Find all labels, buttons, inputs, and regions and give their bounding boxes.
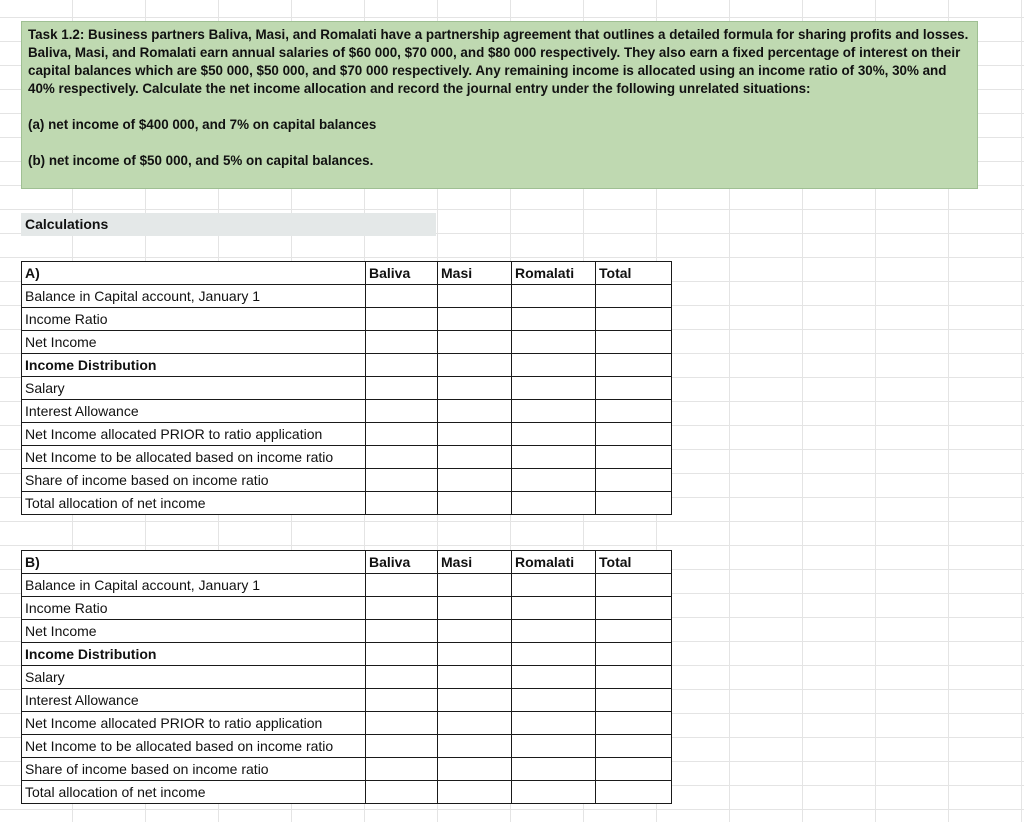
table-b-row: [22, 597, 672, 620]
baliva-input-cell[interactable]: [366, 285, 438, 308]
total-input-cell[interactable]: [596, 308, 672, 331]
row-label-cell[interactable]: Income Distribution: [22, 354, 366, 377]
baliva-input-cell[interactable]: [366, 446, 438, 469]
table-b-row: [22, 620, 672, 643]
total-input-cell[interactable]: [596, 689, 672, 712]
table-b-row: [22, 643, 672, 666]
masi-input-cell[interactable]: [438, 285, 512, 308]
romalati-input-cell[interactable]: [512, 689, 596, 712]
baliva-input-cell[interactable]: [366, 423, 438, 446]
table-a-row: [22, 331, 672, 354]
table-a-header-masi[interactable]: Masi: [438, 262, 512, 285]
masi-input-cell[interactable]: [438, 423, 512, 446]
total-input-cell[interactable]: [596, 620, 672, 643]
baliva-input-cell[interactable]: [366, 354, 438, 377]
table-b-row: [22, 689, 672, 712]
total-input-cell[interactable]: [596, 735, 672, 758]
row-label-cell[interactable]: Interest Allowance: [22, 400, 366, 423]
masi-input-cell[interactable]: [438, 492, 512, 515]
row-label-cell[interactable]: Net Income: [22, 331, 366, 354]
masi-input-cell[interactable]: [438, 689, 512, 712]
total-input-cell[interactable]: [596, 446, 672, 469]
masi-input-cell[interactable]: [438, 400, 512, 423]
row-label-cell[interactable]: Net Income allocated PRIOR to ratio application: [22, 712, 366, 735]
romalati-input-cell[interactable]: [512, 712, 596, 735]
table-b-row: [22, 758, 672, 781]
baliva-input-cell[interactable]: [366, 712, 438, 735]
baliva-input-cell[interactable]: [366, 400, 438, 423]
masi-input-cell[interactable]: [438, 735, 512, 758]
romalati-input-cell[interactable]: [512, 308, 596, 331]
total-input-cell[interactable]: [596, 400, 672, 423]
masi-input-cell[interactable]: [438, 354, 512, 377]
row-label-cell[interactable]: Share of income based on income ratio: [22, 758, 366, 781]
row-label-cell[interactable]: Net Income allocated PRIOR to ratio application: [22, 423, 366, 446]
masi-input-cell[interactable]: [438, 308, 512, 331]
row-label-cell[interactable]: Net Income: [22, 620, 366, 643]
row-label-cell[interactable]: Salary: [22, 666, 366, 689]
row-label-cell[interactable]: Income Distribution: [22, 643, 366, 666]
table-a-row: [22, 423, 672, 446]
masi-input-cell[interactable]: [438, 758, 512, 781]
total-input-cell[interactable]: [596, 758, 672, 781]
table-b-header-row: [22, 551, 672, 574]
row-label-cell[interactable]: Net Income to be allocated based on income ratio: [22, 735, 366, 758]
baliva-input-cell[interactable]: [366, 758, 438, 781]
romalati-input-cell[interactable]: [512, 574, 596, 597]
baliva-input-cell[interactable]: [366, 492, 438, 515]
romalati-input-cell[interactable]: [512, 620, 596, 643]
baliva-input-cell[interactable]: [366, 469, 438, 492]
task-case-a: (a) net income of $400 000, and 7% on capital balances: [28, 117, 377, 132]
row-label-cell[interactable]: Balance in Capital account, January 1: [22, 574, 366, 597]
baliva-input-cell[interactable]: [366, 308, 438, 331]
total-input-cell[interactable]: [596, 354, 672, 377]
table-a-row: [22, 354, 672, 377]
romalati-input-cell[interactable]: [512, 285, 596, 308]
table-b: [21, 550, 672, 804]
baliva-input-cell[interactable]: [366, 666, 438, 689]
romalati-input-cell[interactable]: [512, 469, 596, 492]
table-a-header-baliva[interactable]: Baliva: [366, 262, 438, 285]
table-a-row: [22, 446, 672, 469]
table-b-row: [22, 712, 672, 735]
baliva-input-cell[interactable]: [366, 574, 438, 597]
romalati-input-cell[interactable]: [512, 758, 596, 781]
table-a-row: [22, 377, 672, 400]
romalati-input-cell[interactable]: [512, 354, 596, 377]
baliva-input-cell[interactable]: [366, 643, 438, 666]
table-a-section-cell[interactable]: A): [22, 262, 366, 285]
table-a-header-total[interactable]: Total: [596, 262, 672, 285]
row-label-cell[interactable]: Share of income based on income ratio: [22, 469, 366, 492]
baliva-input-cell[interactable]: [366, 735, 438, 758]
row-label-cell[interactable]: Net Income to be allocated based on income ratio: [22, 446, 366, 469]
baliva-input-cell[interactable]: [366, 620, 438, 643]
table-b-header-romalati[interactable]: Romalati: [512, 551, 596, 574]
table-a-header-romalati[interactable]: Romalati: [512, 262, 596, 285]
total-input-cell[interactable]: [596, 712, 672, 735]
romalati-input-cell[interactable]: [512, 377, 596, 400]
total-input-cell[interactable]: [596, 423, 672, 446]
task-description-cell[interactable]: [21, 21, 978, 189]
romalati-input-cell[interactable]: [512, 400, 596, 423]
total-input-cell[interactable]: [596, 666, 672, 689]
table-b-row: [22, 781, 672, 804]
masi-input-cell[interactable]: [438, 781, 512, 804]
total-input-cell[interactable]: [596, 597, 672, 620]
table-b-header-baliva[interactable]: Baliva: [366, 551, 438, 574]
masi-input-cell[interactable]: [438, 446, 512, 469]
romalati-input-cell[interactable]: [512, 446, 596, 469]
romalati-input-cell[interactable]: [512, 423, 596, 446]
total-input-cell[interactable]: [596, 285, 672, 308]
total-input-cell[interactable]: [596, 377, 672, 400]
romalati-input-cell[interactable]: [512, 597, 596, 620]
row-label-cell[interactable]: Income Ratio: [22, 308, 366, 331]
calculations-label-cell[interactable]: Calculations: [21, 213, 436, 236]
masi-input-cell[interactable]: [438, 331, 512, 354]
table-b-row: [22, 574, 672, 597]
row-label-cell[interactable]: Balance in Capital account, January 1: [22, 285, 366, 308]
table-a-row: [22, 469, 672, 492]
table-a-row: [22, 285, 672, 308]
total-input-cell[interactable]: [596, 469, 672, 492]
table-a-row: [22, 400, 672, 423]
table-a-header-row: [22, 262, 672, 285]
table-b-header-total[interactable]: Total: [596, 551, 672, 574]
baliva-input-cell[interactable]: [366, 331, 438, 354]
masi-input-cell[interactable]: [438, 643, 512, 666]
masi-input-cell[interactable]: [438, 377, 512, 400]
row-label-cell[interactable]: Total allocation of net income: [22, 781, 366, 804]
table-b-row: [22, 666, 672, 689]
romalati-input-cell[interactable]: [512, 643, 596, 666]
table-a-row: [22, 492, 672, 515]
row-label-cell[interactable]: Total allocation of net income: [22, 492, 366, 515]
baliva-input-cell[interactable]: [366, 689, 438, 712]
row-label-cell[interactable]: Income Ratio: [22, 597, 366, 620]
romalati-input-cell[interactable]: [512, 735, 596, 758]
masi-input-cell[interactable]: [438, 666, 512, 689]
table-a: [21, 261, 672, 515]
masi-input-cell[interactable]: [438, 574, 512, 597]
total-input-cell[interactable]: [596, 643, 672, 666]
total-input-cell[interactable]: [596, 331, 672, 354]
total-input-cell[interactable]: [596, 492, 672, 515]
table-b-section-cell[interactable]: B): [22, 551, 366, 574]
masi-input-cell[interactable]: [438, 469, 512, 492]
table-a-row: [22, 308, 672, 331]
baliva-input-cell[interactable]: [366, 597, 438, 620]
task-paragraph: Task 1.2: Business partners Baliva, Masi, and Romalati have a partnership agreement that outlines a detailed formula for sharing profits and losses. Baliva, Masi, and Romalati earn annual salaries of $60 000, $70 000, and $80 000 respectively. They also earn a fixed percentage of interest on their capital balances which are $50 000, $50 000, and $70 000 respectively. Any remaining income is allocated using an income ratio of 30%, 30% and 40% respectively. Calculate the net income allocation and record the journal entry under the following unrelated situations:: [28, 27, 969, 96]
romalati-input-cell[interactable]: [512, 331, 596, 354]
table-b-header-masi[interactable]: Masi: [438, 551, 512, 574]
romalati-input-cell[interactable]: [512, 492, 596, 515]
baliva-input-cell[interactable]: [366, 781, 438, 804]
table-b-row: [22, 735, 672, 758]
row-label-cell[interactable]: Salary: [22, 377, 366, 400]
romalati-input-cell[interactable]: [512, 781, 596, 804]
baliva-input-cell[interactable]: [366, 377, 438, 400]
total-input-cell[interactable]: [596, 574, 672, 597]
total-input-cell[interactable]: [596, 781, 672, 804]
masi-input-cell[interactable]: [438, 620, 512, 643]
row-label-cell[interactable]: Interest Allowance: [22, 689, 366, 712]
masi-input-cell[interactable]: [438, 712, 512, 735]
masi-input-cell[interactable]: [438, 597, 512, 620]
romalati-input-cell[interactable]: [512, 666, 596, 689]
task-case-b: (b) net income of $50 000, and 5% on capital balances.: [28, 153, 374, 168]
